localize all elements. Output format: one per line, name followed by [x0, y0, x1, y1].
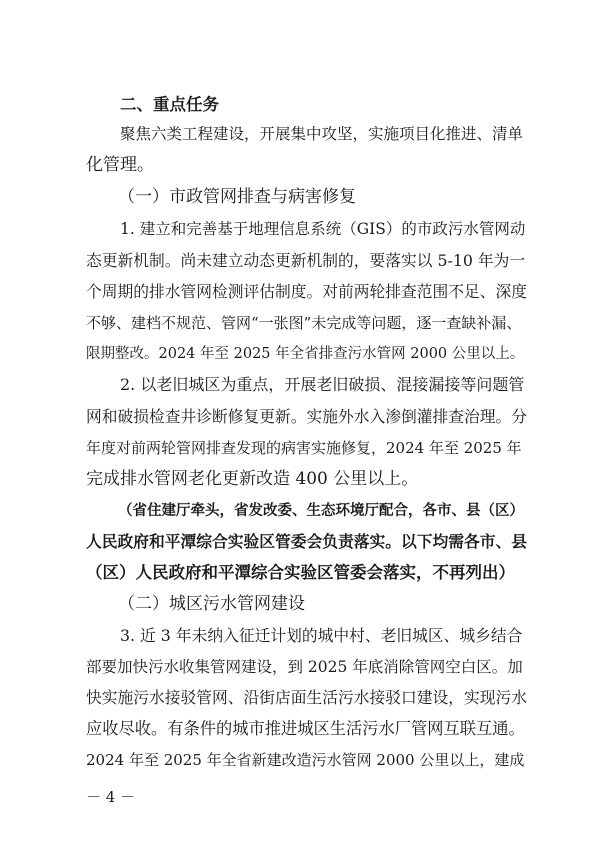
item-1-line: 不够、建档不规范、管网“一张图”未完成等问题，逐一查缺补漏、 [86, 314, 522, 332]
responsibility-note-line: （区）人民政府和平潭综合实验区管委会落实，不再列出） [86, 563, 515, 582]
intro-line: 化管理。 [86, 155, 154, 175]
item-2-line: 年度对前两轮管网排查发现的病害实施修复，2024 年至 2025 年 [86, 439, 522, 457]
item-3-line: 应收尽收。有条件的城市推进城区生活污水厂管网互联互通。 [86, 719, 525, 738]
item-2-line: 网和破损检查井诊断修复更新。实施外水入渗倒灌排查治理。分 [86, 407, 527, 426]
responsibility-note-line: 人民政府和平潭综合实验区管委会负责落实。以下均需各市、县 [86, 532, 527, 551]
responsibility-note-line: （省住建厅牵头，省发改委、生态环境厅配合，各市、县（区） [118, 503, 524, 519]
item-2-line: 2. 以老旧城区为重点，开展老旧破损、混接漏接等问题管 [120, 375, 525, 394]
subheading-municipal-pipe-network: （一）市政管网排查与病害修复 [118, 187, 356, 207]
item-2-line: 完成排水管网老化更新改造 400 公里以上。 [86, 469, 419, 489]
section-heading: 二、重点任务 [120, 95, 219, 114]
item-3-line: 快实施污水接驳管网、沿街店面生活污水接驳口建设，实现污水 [86, 688, 527, 707]
intro-line: 聚焦六类工程建设，开展集中攻坚，实施项目化推进、清单 [120, 125, 524, 143]
item-1-line: 限期整改。2024 年至 2025 年全省排查污水管网 2000 公里以上。 [86, 346, 525, 362]
item-3-line: 2024 年至 2025 年全省新建改造污水管网 2000 公里以上，建成 [86, 751, 525, 769]
item-3-line: 3. 近 3 年未纳入征迁计划的城中村、老旧城区、城乡结合 [120, 626, 523, 645]
page-number: － 4 － [86, 788, 136, 806]
subheading-urban-sewage-network: （二）城区污水管网建设 [118, 594, 305, 614]
item-1-line: 个周期的排水管网检测评估制度。对前两轮排查范围不足、深度 [86, 282, 527, 301]
item-1-line: 态更新机制。尚未建立动态更新机制的，要落实以 5-10 年为一 [86, 251, 526, 270]
item-1-line: 1. 建立和完善基于地理信息系统（GIS）的市政污水管网动 [120, 220, 526, 238]
item-3-line: 部要加快污水收集管网建设，到 2025 年底消除管网空白区。加 [86, 658, 523, 676]
